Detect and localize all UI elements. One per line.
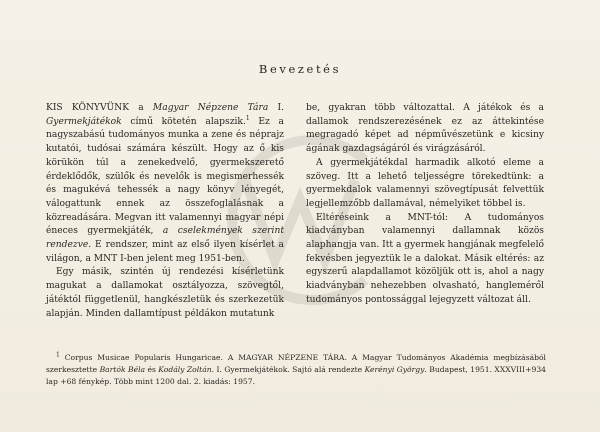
page-title: Bevezetés	[258, 62, 342, 76]
text-run: Ez a nagyszabású tudományos munka a zene és népraјz kutatói, tudósai számára készült. Hogy az ő kis körükön túl a zenekedvelő, gyermekszerető érdeklődők, szülők és nevelők is megismerhessék és magukévá tehessék a nagy könyv lényegét, válogattunk ennek az összefoglalásnak a közreadására. Megvan itt valamennyi magyar népi éneces gyermekjáték,	[46, 116, 284, 237]
footnote-text	[46, 352, 546, 388]
text-run: Corpus Musicae Popularis Hungaricae. A MAGYAR NÉPZENE TÁRA. A Magyar Tudományos Akadémia megbízásából szerkesztette	[46, 353, 546, 374]
book-title: Magyar Népzene Tára	[152, 103, 269, 113]
editor-name: Kodály Zoltán	[158, 365, 212, 374]
editor-name: Kerényi György	[364, 365, 425, 374]
left-paragraph-2: Egy másik, szintén új rendezési kísérletünk magukat a dallamokat osztályozza, szövegtől, játéktól függetlenül, hangkészletük és szerkezetük alapján. Minden dallamtípust példákon mutatunk	[46, 267, 284, 319]
text-run: E rendszer, mint az első ilyen kísérlet a világon, a MNT I-ben jelent meg 1951-ben.	[46, 240, 284, 264]
right-paragraph-3: Eltéréseink a MNT-tól: A tudományos kiadványban valamennyi dallamnak közös alaphangja van. Itt a gyermek hangjának megfelelő fekvésben jegyeztük le a dalokat. Másik eltérés: az egyszerű alapdallamot közöljük ott is, ahol a nagy kiadványban nehezebben olvasható, hangleméről tudományos pontossággal lejegyzett változat áll.	[306, 212, 544, 305]
text-run: című kötetén alapszik.	[121, 116, 246, 127]
right-paragraph-1: be, gyakran több változattal. A játékok és a dallamok rendszerezésének ez az áttekintése megragadó képet ad népművészetünk e kicsiny ágának gazdagságáról és virágzásáról.	[306, 103, 544, 155]
left-column	[46, 102, 284, 321]
footnote	[46, 352, 546, 388]
text-run: és	[145, 365, 159, 374]
italic-phrase: a cselekmények szerint rendezve.	[46, 226, 285, 251]
editor-name: Bartók Béla	[99, 365, 146, 374]
left-paragraph-1	[46, 102, 284, 266]
text-run: I.	[268, 103, 285, 113]
footnote-marker: 1	[56, 351, 60, 359]
right-column	[306, 102, 544, 308]
right-paragraph-2: A gyermekjátékdal harmadik alkotó eleme a szöveg. Itt a lehető teljességre törekedtünk: a gyermekdalok valamennyi szövegtípusát felvettük legjellemzőbb dallamával, némelyiket többel is.	[306, 157, 544, 209]
text-run: . Budapest, 1951. XXXVIII+934 lap +68 fénykép. Több mint 1200 dal. 2. kiadás: 1957.	[46, 365, 546, 386]
text-run: KIS KÖNYVÜNK a	[46, 103, 153, 113]
text-run: . I. Gyermekjátékok. Sajtó alá rendezte	[211, 365, 365, 374]
volume-title: Gyermekjátékok	[46, 116, 122, 127]
footnote-ref: 1	[245, 114, 250, 122]
